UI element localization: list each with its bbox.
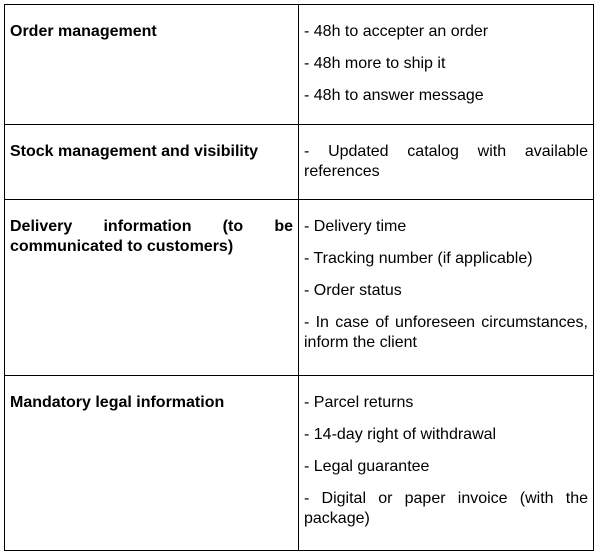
detail-item: - Legal guarantee — [304, 458, 430, 475]
category-label: Order management — [10, 23, 157, 40]
category-cell — [5, 5, 299, 125]
detail-item: - Delivery time — [304, 218, 407, 235]
category-label: Delivery information (to be communicated to customers) — [10, 218, 293, 255]
detail-item: - Order status — [304, 282, 402, 299]
detail-item: - 48h to accepter an order — [304, 23, 489, 40]
table-row — [5, 125, 594, 200]
detail-item: - 14-day right of withdrawal — [304, 426, 497, 443]
detail-item: - Updated catalog with available references — [304, 143, 588, 180]
category-label: Mandatory legal information — [10, 394, 225, 411]
category-cell — [5, 376, 299, 551]
details-cell — [299, 200, 594, 376]
category-cell — [5, 125, 299, 200]
category-label: Stock management and visibility — [10, 143, 259, 160]
detail-item: - 48h more to ship it — [304, 55, 446, 72]
table-body — [5, 5, 594, 551]
detail-item: - Tracking number (if applicable) — [304, 250, 533, 267]
details-cell — [299, 125, 594, 200]
table-row — [5, 376, 594, 551]
detail-item: - 48h to answer message — [304, 87, 484, 104]
detail-item: - Digital or paper invoice (with the package) — [304, 490, 588, 527]
table-row — [5, 200, 594, 376]
category-cell — [5, 200, 299, 376]
details-cell — [299, 376, 594, 551]
service-requirements-table — [4, 4, 594, 551]
details-cell — [299, 5, 594, 125]
detail-item: - Parcel returns — [304, 394, 414, 411]
detail-item: - In case of unforeseen circumstances, inform the client — [304, 314, 588, 351]
table-row — [5, 5, 594, 125]
